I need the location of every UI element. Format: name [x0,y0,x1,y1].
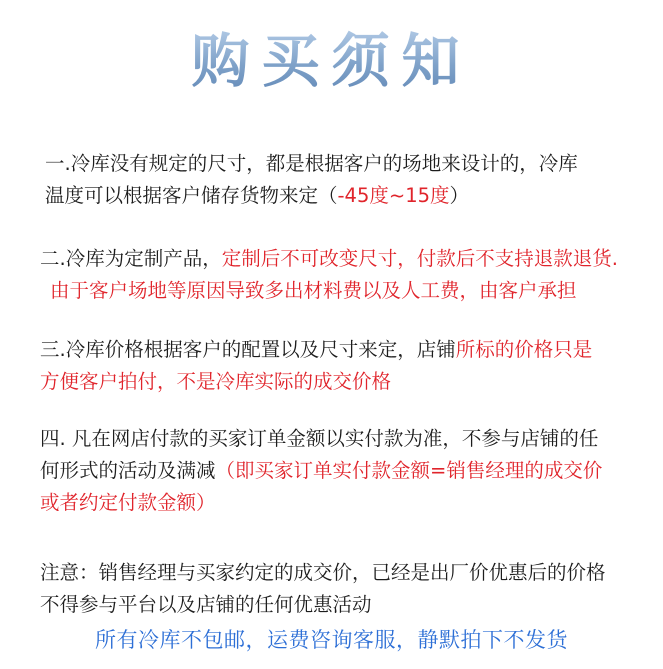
extra-cost-warning: 由于客户场地等原因导致多出材料费以及人工费，由客户承担 [50,279,577,302]
notice-item-1-line-1: 一.冷库没有规定的尺寸，都是根据客户的场地来设计的，冷库 [45,152,578,175]
notice-item-3 [40,334,646,398]
order-amount-note-continued: 或者约定付款金额） [40,491,216,514]
attention-note-line-2: 不得参与平台以及店铺的任何优惠活动 [40,593,372,616]
notice-item-3-line-1 [40,334,646,366]
notice-item-2 [40,243,646,307]
notice-item-2-line-1 [40,243,646,275]
notice-item-4-text: 何形式的活动及满减 [40,459,216,482]
notice-item-4-line-2 [40,455,646,487]
price-note-continued: 方便客户拍付，不是冷库实际的成交价格 [40,370,392,393]
temperature-range: -45度~15度 [337,184,450,207]
price-note: 所标的价格只是 [455,338,593,361]
attention-note-line-1: 注意：销售经理与买家约定的成交价，已经是出厂价优惠后的价格 [40,561,606,584]
notice-item-2-text: 二.冷库为定制产品， [40,247,222,270]
notice-item-4-line-1: 四. 凡在网店付款的买家订单金额以实付款为准，不参与店铺的任 [40,427,599,450]
notice-item-1-text: 温度可以根据客户储存货物来定（ [45,184,338,207]
no-refund-warning: 定制后不可改变尺寸，付款后不支持退款退货. [221,247,618,270]
notice-item-3-text: 三.冷库价格根据客户的配置以及尺寸来定，店铺 [40,338,456,361]
notice-item-1-line-2 [45,180,651,212]
attention-note [40,557,646,621]
shipping-notice: 所有冷库不包邮，运费咨询客服，静默拍下不发货 [95,628,568,652]
notice-item-1-end: ） [449,184,470,207]
page-title: 购买须知 [0,22,663,100]
notice-item-4 [40,423,646,519]
notice-item-1 [45,148,651,212]
order-amount-note: （即买家订单实付款金额=销售经理的成交价 [215,459,603,482]
